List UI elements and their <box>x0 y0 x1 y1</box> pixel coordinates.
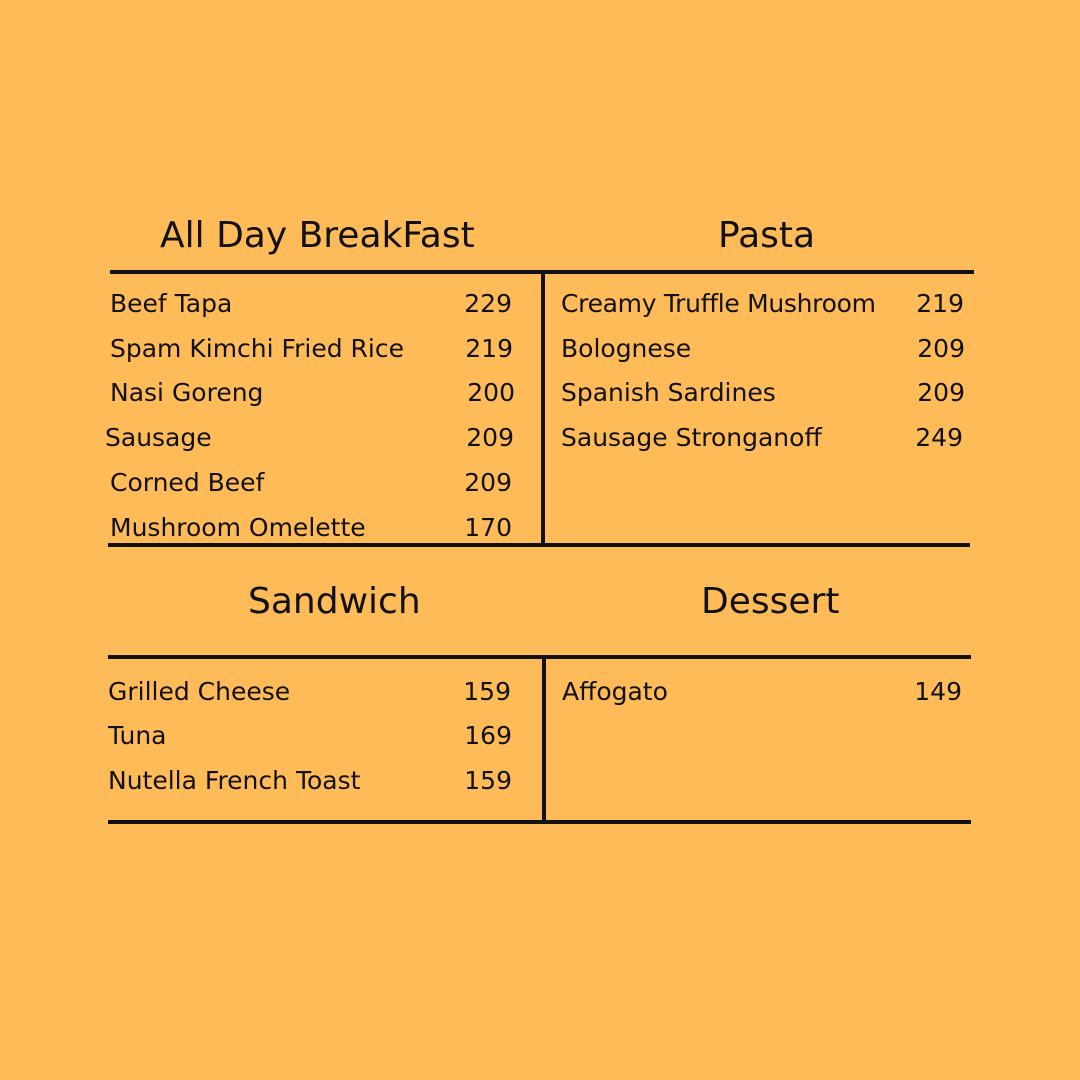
menu-item-price: 249 <box>915 423 963 452</box>
menu-item-name: Spam Kimchi Fried Rice <box>110 334 404 363</box>
menu-item-price: 170 <box>464 513 512 542</box>
menu-item-name: Grilled Cheese <box>108 677 291 706</box>
pasta-heading: Pasta <box>718 215 816 256</box>
menu-item-name: Sausage <box>105 423 212 452</box>
bottom-section-divider <box>108 655 971 659</box>
menu-item-name: Nasi Goreng <box>110 378 264 407</box>
menu-item-price: 209 <box>464 468 512 497</box>
menu-item-price: 200 <box>467 378 515 407</box>
dessert-heading: Dessert <box>701 581 840 622</box>
menu-item-name: Spanish Sardines <box>561 378 776 407</box>
menu-item-price: 219 <box>465 334 513 363</box>
top-section-column-divider <box>541 270 545 547</box>
top-section-bottom-divider <box>108 543 970 547</box>
menu-item-name: Bolognese <box>561 334 692 363</box>
menu-item-name: Creamy Truffle Mushroom <box>561 289 876 318</box>
menu-item-price: 219 <box>916 289 964 318</box>
menu-item-price: 209 <box>917 334 965 363</box>
menu-item-name: Mushroom Omelette <box>110 513 366 542</box>
menu-item-name: Affogato <box>562 677 668 706</box>
menu-item-price: 159 <box>464 766 512 795</box>
menu-item-price: 159 <box>463 677 511 706</box>
menu-item-price: 169 <box>464 721 512 750</box>
menu-item-price: 149 <box>914 677 962 706</box>
menu-item-price: 209 <box>917 378 965 407</box>
menu-item-name: Sausage Stronganoff <box>561 423 822 452</box>
menu-item-price: 209 <box>466 423 514 452</box>
menu-item-name: Beef Tapa <box>110 289 233 318</box>
bottom-section-bottom-divider <box>108 820 971 824</box>
menu-item-price: 229 <box>464 289 512 318</box>
menu-item-name: Nutella French Toast <box>108 766 361 795</box>
menu-item-name: Corned Beef <box>110 468 265 497</box>
sandwich-heading: Sandwich <box>248 581 421 622</box>
breakfast-heading: All Day BreakFast <box>160 215 475 256</box>
bottom-section-column-divider <box>542 655 546 823</box>
menu-item-name: Tuna <box>108 721 167 750</box>
